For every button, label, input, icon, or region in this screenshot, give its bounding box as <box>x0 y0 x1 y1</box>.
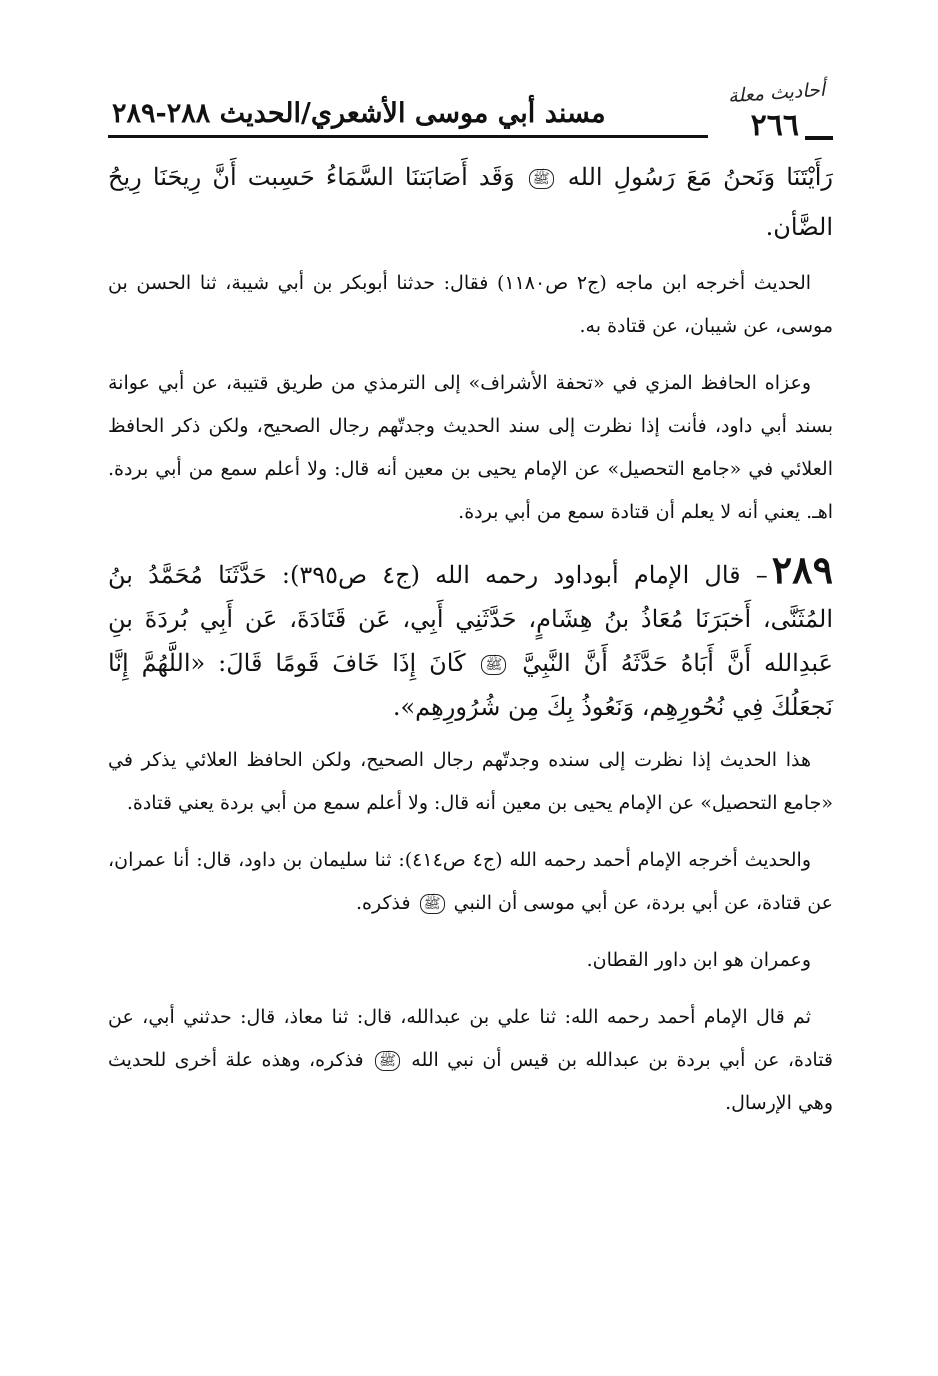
paragraph-text: ثم قال الإمام أحمد رحمه الله: ثنا علي بن عبدالله، قال: ثنا معاذ، قال: حدثني أبي، عن قتادة، عن أبي بردة بن عبدالله بن قيس أن نبي الله <box>108 1006 834 1071</box>
salutation-glyph: ﷺ <box>529 169 554 189</box>
commentary-paragraph <box>108 262 833 348</box>
paragraph-text: فذكره، وهذه علة أخرى للحديث وهي الإرسال. <box>108 1049 833 1114</box>
page-header <box>108 80 833 152</box>
paragraph-text: والحديث أخرجه الإمام أحمد رحمه الله (ج٤ ص٤١٤): ثنا سليمان بن داود، قال: أنا عمران، عن قتادة، عن أبي بردة، عن أبي موسى أن النبي <box>108 849 833 914</box>
salutation-glyph: ﷺ <box>481 655 506 675</box>
hadith-289-text-part1: – قال الإمام أبوداود رحمه الله (ج٤ ص٣٩٥): حَدَّثَنَا مُحَمَّدُ بنُ المُثَنَّى، أَخبَرَنَا مُعَاذُ بنُ هِشَامٍ، حَدَّثَنِي أَبِي، عَن قَتَادَةَ، عَن أَبِي بُردَةَ بنِ عَبدِالله أَنَّ أَبَاهُ حَدَّثَهُ أَنَّ النَّبِيَّ <box>108 561 833 677</box>
paragraph-text: وعمران هو ابن داور القطان. <box>586 949 811 971</box>
commentary-paragraph <box>108 996 833 1125</box>
salutation-glyph: ﷺ <box>375 1051 400 1071</box>
commentary-paragraph <box>108 939 833 982</box>
page-number-mark <box>805 136 833 140</box>
hadith-288-text-part2: وَقَد أَصَابَتنَا السَّمَاءُ حَسِبت أَنَّ رِيحَنَا رِيحُ الضَّأن. <box>108 163 833 241</box>
hadith-number: ٢٨٩ <box>771 547 833 592</box>
book-page <box>108 80 833 1139</box>
commentary-paragraph <box>108 839 833 925</box>
commentary-paragraph <box>108 362 833 534</box>
paragraph-text: وعزاه الحافظ المزي في «تحفة الأشراف» إلى الترمذي من طريق قتيبة، عن أبي عوانة بسند أبي داود، فأنت إذا نظرت إلى سند الحديث وجدتّهم رجال الصحيح، ولكن ذكر الحافظ العلائي في «جامع التحصيل» عن الإمام يحيى بن معين أنه قال: ولا أعلم سمع من أبي بردة. اهـ. يعني أنه لا يعلم أن قتادة سمع من أبي بردة. <box>108 372 833 523</box>
hadith-288-continuation <box>108 152 833 252</box>
salutation-glyph: ﷺ <box>420 894 445 914</box>
hadith-289 <box>108 548 833 729</box>
running-title: مسند أبي موسى الأشعري/الحديث ٢٨٨-٢٨٩ <box>112 98 606 129</box>
paragraph-text: فذكره. <box>356 892 411 914</box>
commentary-paragraph <box>108 739 833 825</box>
handwritten-note: أحاديث معلة <box>727 78 826 108</box>
page-number: ٢٦٦ <box>750 108 799 143</box>
hadith-288-text-part1: رَأَيْتَنَا وَنَحنُ مَعَ رَسُولِ الله <box>567 163 833 191</box>
hadith-289-text-part2: كَانَ إِذَا خَافَ قَومًا قَالَ: «اللَّهُمَّ إِنَّا نَجعَلُكَ فِي نُحُورِهِم، وَنَعُوذُ بِكَ مِن شُرُورِهِم». <box>108 649 833 721</box>
paragraph-text: هذا الحديث إذا نظرت إلى سنده وجدتّهم رجال الصحيح، ولكن الحافظ العلائي يذكر في «جامع التحصيل» عن الإمام يحيى بن معين أنه قال: ولا أعلم سمع من أبي بردة يعني قتادة. <box>108 749 833 814</box>
paragraph-text: الحديث أخرجه ابن ماجه (ج٢ ص١١٨٠) فقال: حدثنا أبوبكر بن أبي شيبة، ثنا الحسن بن موسى، عن شيبان، عن قتادة به. <box>108 272 833 337</box>
header-rule <box>108 135 708 138</box>
